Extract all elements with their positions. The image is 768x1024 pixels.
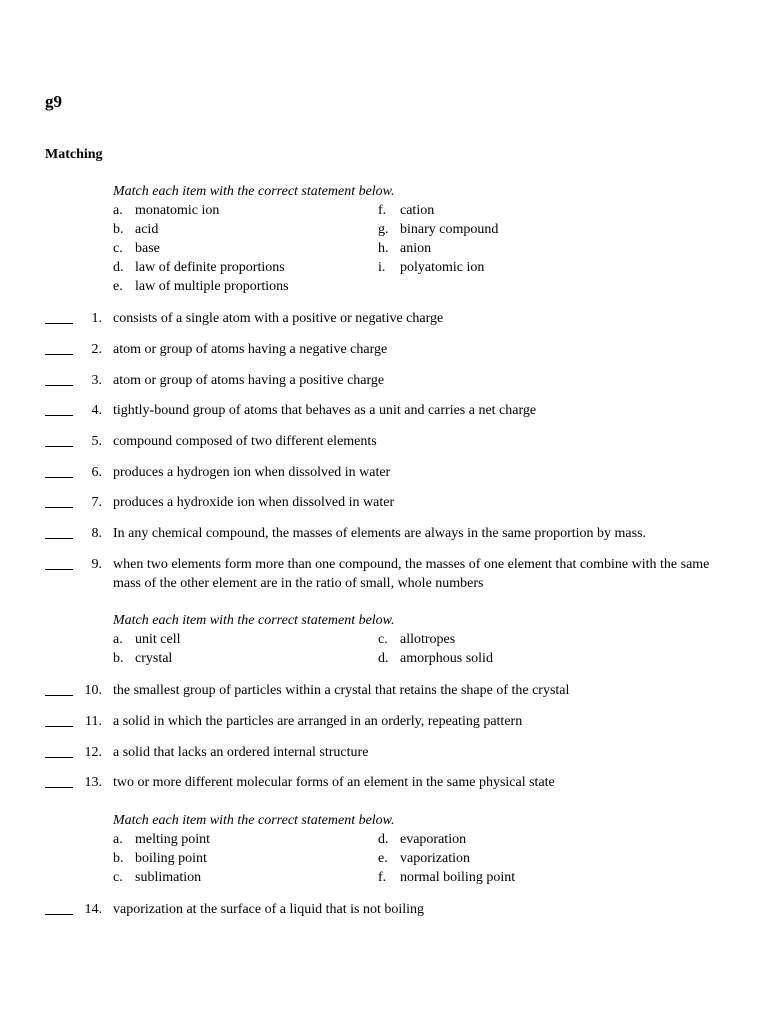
group-2-choice-c	[378, 631, 455, 649]
choice-letter: c.	[113, 870, 123, 885]
question-text: vaporization at the surface of a liquid that is not boiling	[113, 902, 425, 917]
group-2-instruction: Match each item with the correct statement below.	[113, 613, 395, 628]
choice-text: sublimation	[135, 870, 202, 885]
question-number: 2.	[91, 342, 102, 357]
group-2-choice-a	[113, 631, 181, 649]
question-text: produces a hydroxide ion when dissolved in water	[113, 495, 395, 510]
question-text: tightly-bound group of atoms that behaves as a unit and carries a net charge	[113, 403, 537, 418]
choice-letter: d.	[378, 651, 389, 666]
choice-letter: a.	[113, 832, 123, 847]
group-3-choice-a	[113, 831, 210, 849]
choice-letter: e.	[113, 279, 123, 294]
question-text: In any chemical compound, the masses of elements are always in the same proportion by mass.	[113, 526, 647, 541]
choice-text: acid	[135, 222, 159, 237]
choice-text: boiling point	[135, 851, 207, 866]
answer-blank[interactable]	[45, 524, 73, 539]
answer-blank[interactable]	[45, 432, 73, 447]
group-1-choice-e	[113, 278, 289, 296]
group-2-choice-b	[113, 650, 172, 668]
group-1-choice-b	[113, 221, 158, 239]
question-text: a solid that lacks an ordered internal structure	[113, 745, 369, 760]
answer-blank[interactable]	[45, 743, 73, 758]
question-number: 5.	[91, 434, 102, 449]
question-number: 8.	[91, 526, 102, 541]
question-text: when two elements form more than one compound, the masses of one element that combine with the same mass of the other element are in the ratio of small, whole numbers	[113, 557, 710, 591]
group-3-choice-f	[378, 869, 515, 887]
question-number: 12.	[84, 745, 102, 760]
choice-letter: d.	[378, 832, 389, 847]
question-number: 6.	[91, 465, 102, 480]
group-3-instruction: Match each item with the correct statement below.	[113, 813, 395, 828]
group-3-choice-e	[378, 850, 470, 868]
choice-text: law of definite proportions	[135, 260, 285, 275]
choice-letter: h.	[378, 241, 389, 256]
question-text: the smallest group of particles within a crystal that retains the shape of the crystal	[113, 683, 570, 698]
group-1-instruction: Match each item with the correct statement below.	[113, 184, 395, 199]
answer-blank[interactable]	[45, 340, 73, 355]
choice-text: law of multiple proportions	[135, 279, 289, 294]
choice-text: normal boiling point	[400, 870, 516, 885]
choice-text: unit cell	[135, 632, 181, 647]
question-text: two or more different molecular forms of an element in the same physical state	[113, 775, 555, 790]
question-text: compound composed of two different elements	[113, 434, 377, 449]
group-1-choice-f	[378, 202, 434, 220]
choice-letter: c.	[113, 241, 123, 256]
choice-letter: b.	[113, 222, 124, 237]
answer-blank[interactable]	[45, 463, 73, 478]
choice-letter: b.	[113, 851, 124, 866]
question-number: 10.	[84, 683, 102, 698]
choice-letter: f.	[378, 203, 387, 218]
choice-text: anion	[400, 241, 432, 256]
choice-text: base	[135, 241, 160, 256]
choice-letter: d.	[113, 260, 124, 275]
choice-text: amorphous solid	[400, 651, 493, 666]
group-1-choice-d	[113, 259, 285, 277]
question-text: atom or group of atoms having a positive charge	[113, 373, 385, 388]
section-heading: Matching	[45, 147, 103, 162]
choice-letter: e.	[378, 851, 388, 866]
choice-text: allotropes	[400, 632, 456, 647]
question-number: 3.	[91, 373, 102, 388]
choice-text: melting point	[135, 832, 211, 847]
answer-blank[interactable]	[45, 493, 73, 508]
group-1-choice-c	[113, 240, 160, 258]
choice-text: evaporation	[400, 832, 467, 847]
group-3-choice-d	[378, 831, 466, 849]
question-text: a solid in which the particles are arranged in an orderly, repeating pattern	[113, 714, 523, 729]
question-number: 13.	[84, 775, 102, 790]
question-number: 9.	[91, 557, 102, 572]
choice-text: crystal	[135, 651, 173, 666]
answer-blank[interactable]	[45, 401, 73, 416]
choice-letter: i.	[378, 260, 386, 275]
question-text: produces a hydrogen ion when dissolved in water	[113, 465, 391, 480]
group-1-choice-h	[378, 240, 431, 258]
question-number: 14.	[84, 902, 102, 917]
answer-blank[interactable]	[45, 371, 73, 386]
choice-letter: c.	[378, 632, 388, 647]
group-1-choice-a	[113, 202, 219, 220]
question-number: 4.	[91, 403, 102, 418]
answer-blank[interactable]	[45, 309, 73, 324]
choice-letter: b.	[113, 651, 124, 666]
group-3-choice-c	[113, 869, 201, 887]
question-text: consists of a single atom with a positive or negative charge	[113, 311, 444, 326]
choice-letter: f.	[378, 870, 387, 885]
choice-text: binary compound	[400, 222, 499, 237]
group-1-choice-g	[378, 221, 498, 239]
choice-letter: a.	[113, 632, 123, 647]
group-2-choice-d	[378, 650, 493, 668]
answer-blank[interactable]	[45, 712, 73, 727]
choice-text: vaporization	[400, 851, 470, 866]
group-1-choice-i	[378, 259, 484, 277]
answer-blank[interactable]	[45, 555, 73, 570]
answer-blank[interactable]	[45, 681, 73, 696]
answer-blank[interactable]	[45, 900, 73, 915]
group-3-choice-b	[113, 850, 207, 868]
choice-text: monatomic ion	[135, 203, 220, 218]
question-number: 11.	[85, 714, 102, 729]
choice-letter: g.	[378, 222, 389, 237]
answer-blank[interactable]	[45, 773, 73, 788]
question-number: 7.	[91, 495, 102, 510]
question-text: atom or group of atoms having a negative charge	[113, 342, 388, 357]
question-number: 1.	[91, 311, 102, 326]
choice-text: cation	[400, 203, 435, 218]
document-title: g9	[45, 92, 62, 111]
choice-letter: a.	[113, 203, 123, 218]
choice-text: polyatomic ion	[400, 260, 485, 275]
